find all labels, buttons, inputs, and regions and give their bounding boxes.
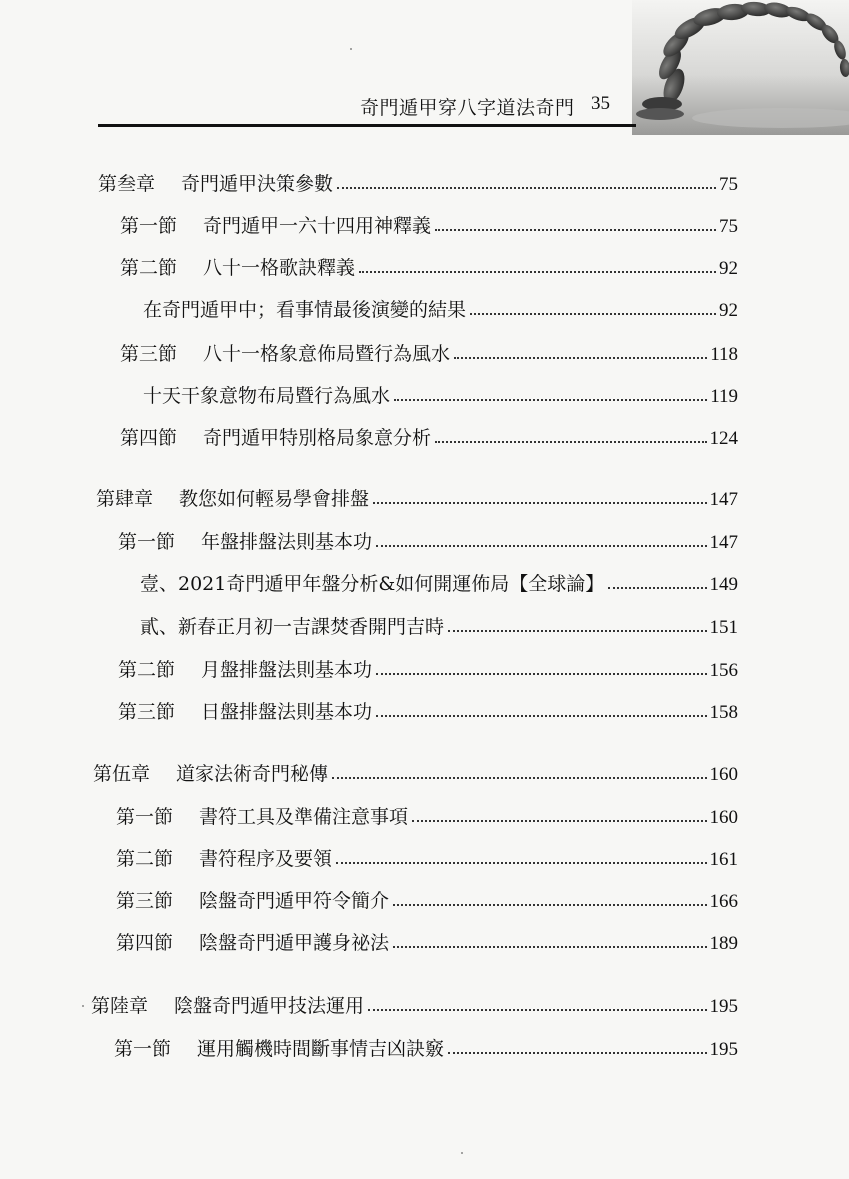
toc-section-number: 第三節 <box>120 343 178 365</box>
toc-section[interactable] <box>116 845 738 871</box>
dot-leader <box>448 630 706 632</box>
toc-entry-title: 書符工具及準備注意事項 <box>199 806 409 828</box>
toc-page-number: 75 <box>719 216 738 237</box>
toc-subentry[interactable] <box>140 613 738 639</box>
scan-speck <box>82 1005 84 1007</box>
toc-entry-title: 八十一格歌訣釋義 <box>203 257 356 279</box>
dot-leader <box>359 271 716 273</box>
toc-entry-label <box>116 844 332 871</box>
toc-entry-label <box>120 423 431 450</box>
toc-section[interactable] <box>118 656 738 682</box>
toc-entry-label <box>120 339 450 366</box>
toc-chapter-number: 第陸章 <box>91 995 149 1017</box>
toc-section-number: 第一節 <box>114 1038 172 1060</box>
toc-page-number: 195 <box>709 1039 738 1060</box>
toc-chapter-number: 第伍章 <box>93 763 151 785</box>
toc-section-number: 第四節 <box>120 427 178 449</box>
toc-section[interactable] <box>118 698 738 724</box>
toc-page-number: 147 <box>709 489 738 510</box>
dot-leader <box>376 715 706 717</box>
toc-entry-title: 陰盤奇門遁甲符令簡介 <box>199 890 390 912</box>
toc-page-number: 160 <box>709 807 738 828</box>
toc-section-number: 第一節 <box>116 806 174 828</box>
toc-section[interactable] <box>118 528 738 554</box>
toc-section-number: 第三節 <box>116 890 174 912</box>
toc-subentry[interactable] <box>143 382 738 408</box>
dot-leader <box>412 820 706 822</box>
toc-entry-label <box>93 759 328 786</box>
toc-page-number: 92 <box>719 258 738 279</box>
toc-page-number: 189 <box>709 933 738 954</box>
scan-speck <box>461 1152 463 1154</box>
dot-leader <box>368 1009 706 1011</box>
running-header-page-number: 35 <box>591 93 610 114</box>
toc-entry-title: 教您如何輕易學會排盤 <box>179 488 370 510</box>
stacked-stones-image <box>632 0 849 135</box>
toc-chapter[interactable] <box>96 485 738 511</box>
toc-page-number: 158 <box>709 702 738 723</box>
toc-chapter[interactable] <box>91 992 738 1018</box>
toc-section[interactable] <box>114 1035 738 1061</box>
running-header-title: 奇門遁甲穿八字道法奇門 <box>360 97 575 119</box>
header-rule <box>98 124 636 127</box>
scan-speck <box>350 48 352 50</box>
toc-entry-label <box>118 527 372 554</box>
toc-entry-label <box>120 253 355 280</box>
toc-entry-title: 書符程序及要領 <box>199 848 333 870</box>
dot-leader <box>393 946 706 948</box>
toc-entry-title: 奇門遁甲一六十四用神釋義 <box>203 215 432 237</box>
toc-section[interactable] <box>116 929 738 955</box>
toc-entry-label <box>118 655 372 682</box>
dot-leader <box>376 545 706 547</box>
toc-entry-label <box>120 211 431 238</box>
toc-entry-title: 道家法術奇門秘傳 <box>176 763 329 785</box>
toc-section-number: 第一節 <box>120 215 178 237</box>
toc-entry-title: 年盤排盤法則基本功 <box>201 531 373 553</box>
toc-chapter-number: 第叁章 <box>98 173 156 195</box>
dot-leader <box>393 904 706 906</box>
toc-chapter[interactable] <box>98 170 738 196</box>
toc-section-number: 第三節 <box>118 701 176 723</box>
toc-entry-label <box>116 886 389 913</box>
toc-entry-title: 壹、2021奇門遁甲年盤分析&如何開運佈局【全球論】 <box>140 573 605 595</box>
dot-leader <box>448 1052 706 1054</box>
dot-leader <box>454 357 707 359</box>
dot-leader <box>376 673 706 675</box>
toc-page-number: 160 <box>709 764 738 785</box>
toc-section[interactable] <box>116 887 738 913</box>
dot-leader <box>337 187 716 189</box>
toc-section-number: 第二節 <box>116 848 174 870</box>
toc-entry-label <box>118 697 372 724</box>
dot-leader <box>435 441 706 443</box>
toc-entry-title: 十天干象意物布局暨行為風水 <box>143 385 391 407</box>
toc-section[interactable] <box>120 254 738 280</box>
toc-page-number: 166 <box>709 891 738 912</box>
toc-section-number: 第一節 <box>118 531 176 553</box>
toc-page-number: 151 <box>709 617 738 638</box>
toc-entry-label <box>116 928 389 955</box>
toc-subentry[interactable] <box>140 570 738 596</box>
toc-section[interactable] <box>120 212 738 238</box>
toc-entry-title: 奇門遁甲特別格局象意分析 <box>203 427 432 449</box>
toc-entry-title: 陰盤奇門遁甲護身祕法 <box>199 932 390 954</box>
toc-page-number: 75 <box>719 174 738 195</box>
toc-entry-label <box>114 1034 444 1061</box>
dot-leader <box>435 229 716 231</box>
toc-entry-title: 運用觸機時間斷事情吉凶訣竅 <box>197 1038 445 1060</box>
toc-entry-title: 貳、新春正月初一吉課焚香開門吉時 <box>140 616 445 638</box>
toc-entry-title: 奇門遁甲決策參數 <box>181 173 334 195</box>
toc-page-number: 149 <box>709 574 738 595</box>
dot-leader <box>373 502 706 504</box>
toc-subentry[interactable] <box>143 296 738 322</box>
toc-page-number: 156 <box>709 660 738 681</box>
toc-entry-label <box>98 169 333 196</box>
toc-entry-label <box>96 484 369 511</box>
toc-page-number: 147 <box>709 532 738 553</box>
toc-section[interactable] <box>120 424 738 450</box>
toc-page-number: 92 <box>719 300 738 321</box>
toc-entry-title: 在奇門遁甲中；看事情最後演變的結果 <box>143 299 467 321</box>
dot-leader <box>608 587 706 589</box>
toc-section-number: 第二節 <box>118 659 176 681</box>
toc-chapter[interactable] <box>93 760 738 786</box>
toc-page-number: 195 <box>709 996 738 1017</box>
toc-chapter-number: 第肆章 <box>96 488 154 510</box>
dot-leader <box>470 313 716 315</box>
toc-section-number: 第二節 <box>120 257 178 279</box>
toc-page-number: 161 <box>709 849 738 870</box>
toc-section[interactable] <box>120 340 738 366</box>
toc-page-number: 119 <box>710 386 738 407</box>
toc-entry-title: 日盤排盤法則基本功 <box>201 701 373 723</box>
toc-entry-title: 月盤排盤法則基本功 <box>201 659 373 681</box>
toc-entry-title: 陰盤奇門遁甲技法運用 <box>174 995 365 1017</box>
toc-page-number: 124 <box>709 428 738 449</box>
toc-entry-title: 八十一格象意佈局暨行為風水 <box>203 343 451 365</box>
toc-entry-label <box>91 991 364 1018</box>
dot-leader <box>394 399 707 401</box>
dot-leader <box>336 862 706 864</box>
dot-leader <box>332 777 706 779</box>
toc-section-number: 第四節 <box>116 932 174 954</box>
toc-page-number: 118 <box>710 344 738 365</box>
toc-section[interactable] <box>116 803 738 829</box>
toc-entry-label <box>116 802 408 829</box>
